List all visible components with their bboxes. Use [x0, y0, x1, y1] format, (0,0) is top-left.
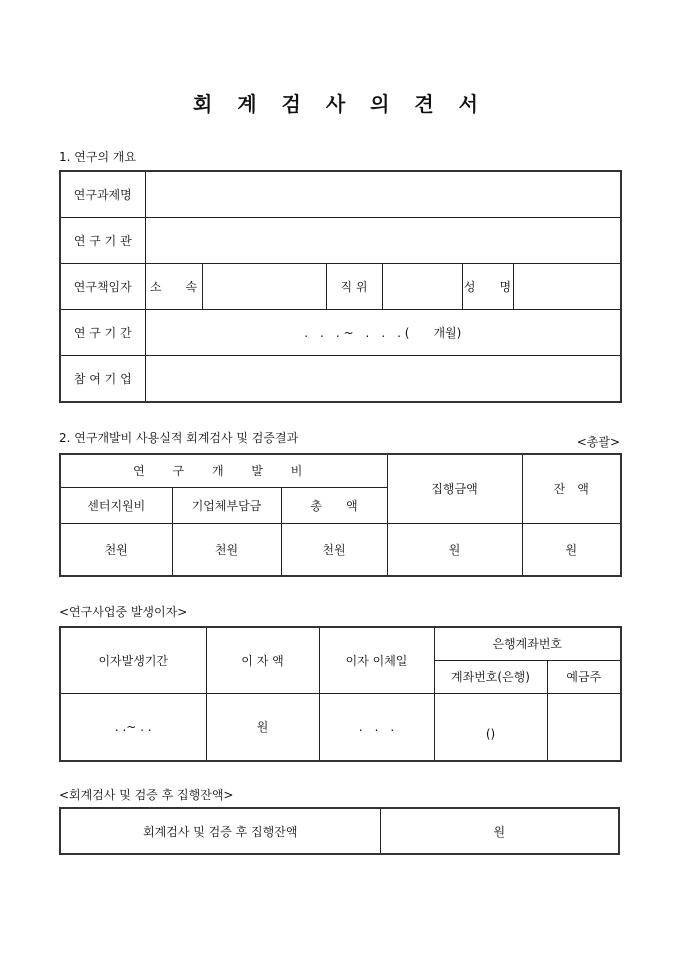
position-label: 직 위 — [326, 263, 382, 309]
rd-cost-table — [59, 453, 622, 577]
document-title: 회 계 검 사 의 견 서 — [192, 92, 488, 116]
interest-table — [59, 626, 622, 762]
remaining-balance-label: 회계검사 및 검증 후 집행잔액 — [60, 808, 380, 854]
company-share-header: 기업체부담금 — [172, 487, 281, 523]
executed-header: 집행금액 — [387, 454, 522, 523]
remaining-heading: <회계검사 및 검증 후 집행잔액> — [59, 788, 234, 802]
section2-heading: 2. 연구개발비 사용실적 회계검사 및 검증결과 — [59, 431, 299, 445]
transfer-date-header: 이자 이체일 — [319, 627, 434, 693]
pi-label: 연구책임자 — [60, 263, 145, 309]
institution-field[interactable] — [145, 217, 621, 263]
institution-label: 연 구 기 관 — [60, 217, 145, 263]
account-no-value[interactable]: () — [434, 693, 547, 761]
remaining-balance-value[interactable]: 원 — [380, 808, 619, 854]
summary-tag: <총괄> — [576, 435, 620, 449]
transfer-date-value[interactable]: . . . — [319, 693, 434, 761]
position-field[interactable] — [382, 263, 462, 309]
balance-header: 잔 액 — [522, 454, 621, 523]
holder-header: 예금주 — [547, 660, 621, 693]
total-header: 총 액 — [281, 487, 387, 523]
interest-amount-header: 이 자 액 — [206, 627, 319, 693]
company-label: 참 여 기 업 — [60, 355, 145, 402]
balance-value[interactable]: 원 — [522, 523, 621, 576]
total-value[interactable]: 천원 — [281, 523, 387, 576]
bank-account-header: 은행계좌번호 — [434, 627, 621, 660]
account-no-header: 계좌번호(은행) — [434, 660, 547, 693]
holder-value[interactable] — [547, 693, 621, 761]
executed-value[interactable]: 원 — [387, 523, 522, 576]
period-label: 연 구 기 간 — [60, 309, 145, 355]
center-support-value[interactable]: 천원 — [60, 523, 172, 576]
project-name-label: 연구과제명 — [60, 171, 145, 217]
interest-amount-value[interactable]: 원 — [206, 693, 319, 761]
period-field[interactable]: . . . ~ . . . ( 개월) — [145, 309, 621, 355]
company-share-value[interactable]: 천원 — [172, 523, 281, 576]
company-field[interactable] — [145, 355, 621, 402]
affiliation-label: 소 속 — [145, 263, 202, 309]
interest-heading: <연구사업중 발생이자> — [59, 605, 188, 619]
interest-period-header: 이자발생기간 — [60, 627, 206, 693]
center-support-header: 센터지원비 — [60, 487, 172, 523]
project-name-field[interactable] — [145, 171, 621, 217]
research-overview-table — [59, 170, 622, 403]
interest-period-value[interactable]: . .~ . . — [60, 693, 206, 761]
section1-heading: 1. 연구의 개요 — [59, 150, 137, 164]
affiliation-field[interactable] — [202, 263, 326, 309]
rd-cost-header: 연 구 개 발 비 — [60, 454, 387, 487]
name-field[interactable] — [513, 263, 621, 309]
name-label: 성 명 — [462, 263, 513, 309]
remaining-balance-table — [59, 807, 620, 855]
